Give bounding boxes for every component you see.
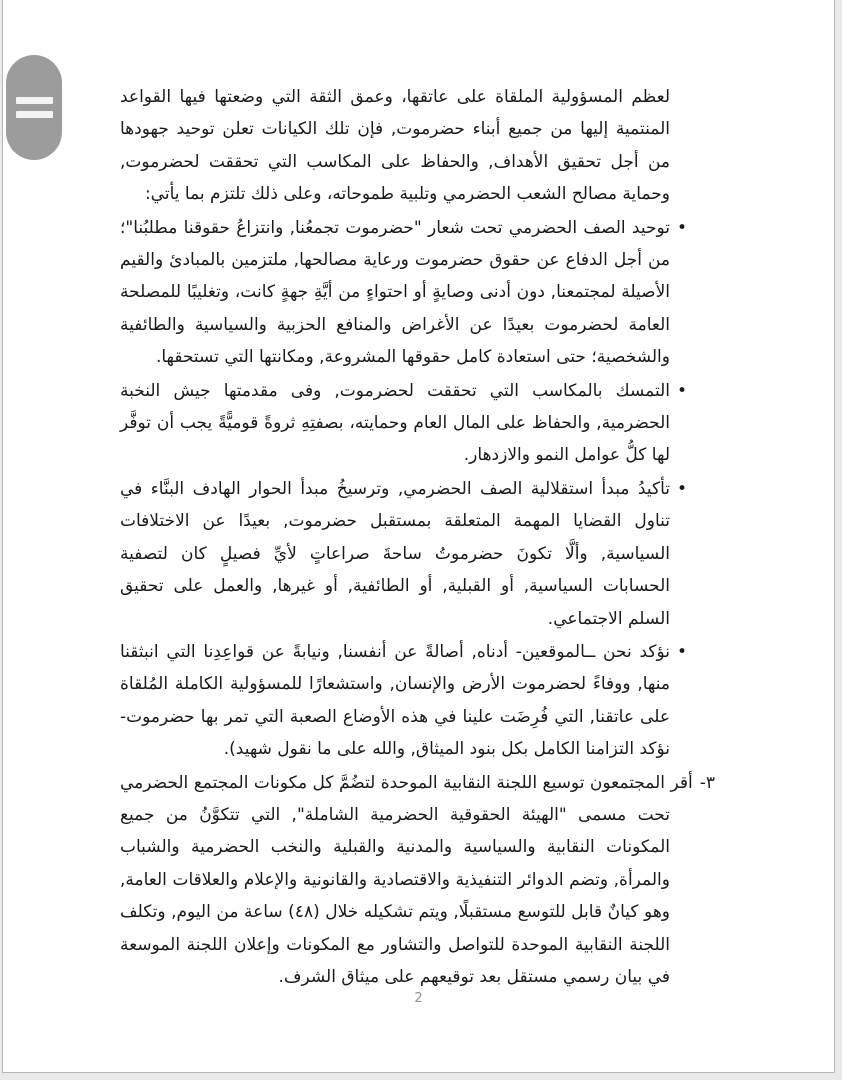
list-item-text: تأكيدُ مبدأ استقلالية الصف الحضرمي, وترسيخُ مبدأ الحوار الهادف البنَّاء في تناول القضايا المهمة المتعلقة بمستقبل حضرموت, بعيدًا عن الاختلافات السياسية, وألَّا تكونَ حضرموتُ ساحةَ صراعاتٍ لأيِّ فصيلٍ كان لتصفية الحسابات السياسية, أو القبلية, أو الطائفية, أو غيرها, والعمل على تحقيق السلم الاجتماعي. [120, 478, 670, 629]
menu-button[interactable] [6, 55, 62, 160]
list-item [120, 636, 688, 766]
list-item [120, 212, 688, 374]
list-item-text: نؤكد نحن ــالموقعين- أدناه, أصالةً عن أنفسنا, ونيابةً عن قواعِدِنا التي انبثقنا منها, ووفاءً لحضرموت الأرض والإنسان, واستشعارًا للمسؤولية الكاملة المُلقاة على عاتقنا, التي فُرِضَت علينا في هذه الأوضاع الصعبة التي تمر بها حضرموت- نؤكد التزامنا الكامل بكل بنود الميثاق, والله على ما نقول شهيد). [120, 641, 670, 760]
document-page [2, 0, 835, 1073]
list-item [120, 375, 688, 472]
menu-bar [16, 111, 53, 118]
numbered-item-text: أقر المجتمعون توسيع اللجنة النقابية الموحدة لتضُمَّ كل مكونات المجتمع الحضرمي تحت مسمى "الهيئة الحقوقية الحضرمية الشاملة", التي تتكوَّنُ من جميع المكونات النقابية والسياسية والمدنية والقبلية والنخب الحضرمية والشباب والمرأة, وتضم الدوائر التنفيذية والاقتصادية والقانونية والإعلام والعلاقات العامة, وهو كيانٌ قابل للتوسع مستقبلًا, ويتم تشكيله خلال (٤٨) ساعة من اليوم, وتكلف اللجنة النقابية الموحدة للتواصل والتشاور مع المكونات وإعلان اللجنة الموسعة في بيان رسمي مستقل بعد توقيعهم على ميثاق الشرف. [120, 772, 693, 987]
list-item [120, 473, 688, 635]
intro-paragraph: لعظم المسؤولية الملقاة على عاتقها، وعمق الثقة التي وضعتها فيها القواعد المنتمية إليها من جميع أبناء حضرموت, فإن تلك الكيانات تعلن توحيد جهودها من أجل تحقيق الأهداف, والحفاظ على المكاسب التي تحققت لحضرموت, وحماية مصالح الشعب الحضرمي وتلبية طموحاته، وعلى ذلك تلتزم بما يأتي: [120, 87, 670, 205]
bullet-icon: • [676, 380, 688, 401]
numbered-item [120, 767, 715, 994]
page-number: 2 [414, 991, 423, 1006]
document-content [120, 81, 715, 994]
bullet-icon: • [676, 641, 688, 662]
bullet-icon: • [676, 217, 688, 238]
item-number: ٣- [699, 772, 715, 793]
menu-bar [16, 97, 53, 104]
list-item-text: التمسك بالمكاسب التي تحققت لحضرموت, وفى مقدمتها جيش النخبة الحضرمية, والحفاظ على المال العام وحمايته، بصفتِهِ ثروةً قوميًّةً يجب أن توفَّر لها كلُّ عوامل النمو والازدهار. [120, 380, 670, 466]
hamburger-menu-icon [16, 97, 53, 118]
bullet-icon: • [676, 478, 688, 499]
list-item-text: توحيد الصف الحضرمي تحت شعار "حضرموت تجمعُنا, وانتزاعُ حقوقنا مطلبُنا"؛ من أجل الدفاع عن حقوق حضرموت ورعاية مصالحها, ملتزمين بالمبادئ والقيم الأصيلة لمجتمعنا, دون أدنى وصايةٍ أو احتواءٍ من أيَّةِ جهةٍ كانت، وتغليبًا للمصلحة العامة لحضرموت بعيدًا عن الأغراض والمنافع الحزبية والسياسية والطائفية والشخصية؛ حتى استعادة كامل حقوقها المشروعة, ومكانتها التي تستحقها. [120, 217, 670, 368]
